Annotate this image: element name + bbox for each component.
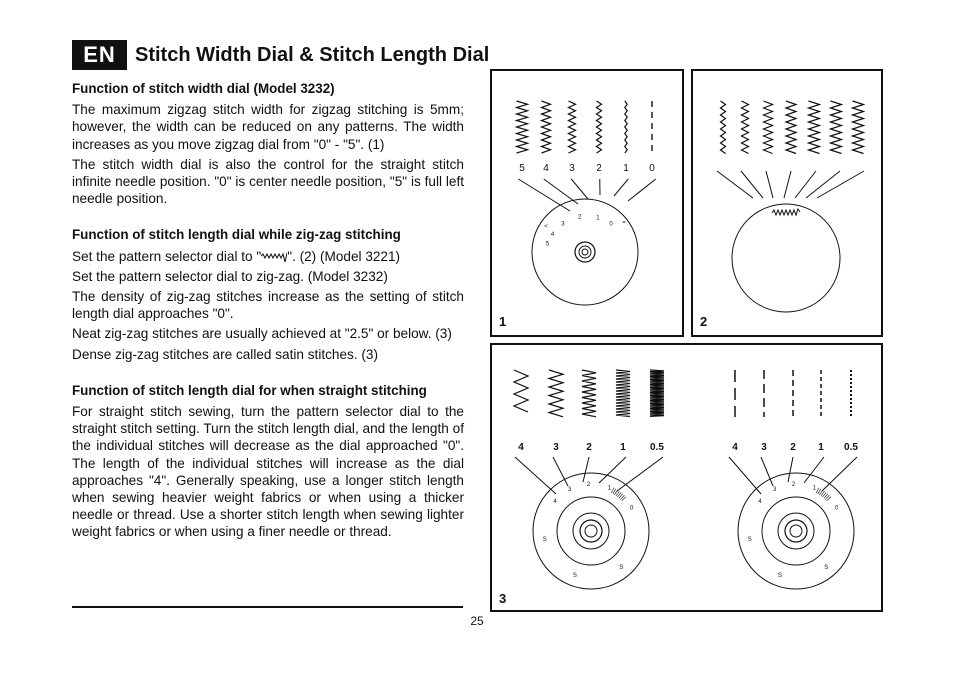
dial-s-label: S [747,537,752,544]
paragraph: The stitch width dial is also the control for the straight stitch infinite needle position. "0" is center needle position, "5" is full left needle position. [72,156,464,207]
dial-scale-label: 4 [550,231,555,238]
zigzag-stitch-sample [569,101,576,153]
pattern-selector-dial [732,204,840,312]
dial-scale-label: 3 [772,487,777,494]
leader-line [806,171,840,198]
paragraph: The density of zig-zag stitches increase as the setting of stitch length dial approaches "0". [72,289,464,322]
zigzag-pattern-icon [261,251,287,263]
dial-ring [762,497,830,565]
dial-knob [785,520,807,542]
section-heading-stitch-width: Function of stitch width dial (Model 3232) [72,81,335,96]
zigzag-stitch-sample [721,101,726,154]
footer-rule [72,606,463,608]
zigzag-stitch-sample [742,101,749,154]
figure-number: 2 [700,314,708,329]
zigzag-stitch-sample [616,370,630,417]
leader-line [614,179,628,196]
dial-scale-label: 3 [567,487,572,494]
width-label: 5 [519,163,525,174]
leader-line [599,457,626,483]
length-label: 0.5 [650,442,664,453]
dial-s-label: S [619,565,624,572]
zigzag-stitch-sample [650,370,664,416]
page-number: 25 [470,614,484,628]
section-heading-zigzag-length: Function of stitch length dial while zig-zag stitching [72,227,401,243]
length-label: 4 [518,442,524,453]
leader-line [628,179,656,201]
zigzag-stitch-sample [542,101,551,153]
zigzag-stitch-sample [517,101,528,153]
length-dial [738,473,854,589]
zigzag-stitch-sample [597,101,602,153]
leader-line [717,171,753,198]
paragraph: The maximum zigzag stitch width for zigzag stitching is 5mm; however, the width can be reduced on any patterns. The width increases as you move zigzag dial from "0" - "5". (1) [72,102,464,152]
zigzag-pattern-icon [772,209,800,215]
leader-line [515,457,556,494]
dial-ring-inner [573,513,609,549]
length-label: 1 [620,442,626,453]
leader-line [741,171,763,198]
leader-line [822,457,857,491]
dial-knob-center [582,249,588,255]
dial-knob-inner [579,246,591,258]
width-label: 0 [649,163,655,174]
leader-line [817,171,864,198]
paragraph: Dense zig-zag stitches are called satin stitches. (3) [72,346,378,362]
paragraph: Set the pattern selector dial to zig-zag. (Model 3232) [72,268,388,284]
dial-knob [580,520,602,542]
dial-knob-center [790,525,802,537]
zigzag-stitch-sample [831,101,842,154]
figure-number: 1 [499,314,507,329]
zigzag-stitch-sample [764,101,773,154]
dial-scale-label: 1 [812,485,817,492]
zigzag-stitch-sample [549,370,563,417]
dial-scale-label: 1 [607,485,612,492]
length-label: 3 [761,442,767,453]
leader-line [571,179,588,199]
figure-2-drawing [693,71,881,335]
figure-number: 3 [499,591,507,606]
leader-line [784,171,791,198]
dial-scale-label: 5 [545,241,550,248]
dial-s-label: S [777,573,782,580]
width-label: 4 [543,163,549,174]
paragraph: Neat zig-zag stitches are usually achieved at "2.5" or below. (3) [72,326,452,342]
length-label: 4 [732,442,738,453]
dial-scale-label: 2 [791,482,796,489]
zigzag-stitch-sample [625,101,627,153]
figure-1-drawing [492,71,682,335]
paragraph: For straight stitch sewing, turn the pattern selector dial to the straight stitch setting. Turn the stitch length dial, and the length of the individual stitches will decrease as the dial approached "0". The length of the individual stitches will increase as the dial approaches "4". Generally speaking, use a longer stitch length when sewing heavier weight fabrics or when using a thicker needle or thread. Use a shorter stitch length when sewing lighter weight fabrics or when using a finer needle or thread. [72,404,464,540]
dial-scale-label: 3 [561,221,565,228]
leader-line [518,179,570,211]
dial-ring [557,497,625,565]
zigzag-stitch-sample [582,370,596,417]
length-label: 2 [790,442,796,453]
leader-line [766,171,773,198]
dial-scale-label: 0 [609,221,613,228]
length-dial [533,473,649,589]
dial-scale-label: 4 [553,498,557,505]
figure-2-pattern-dial [691,69,883,337]
figure-3-drawing [492,345,881,610]
width-label: 1 [623,163,629,174]
leader-line [788,457,793,482]
page-title: Stitch Width Dial & Stitch Length Dial [135,43,490,66]
dial-knob [575,242,595,262]
leader-line [761,457,773,486]
text-fragment: ". (2) (Model 3221) [287,248,401,264]
dial-scale-label: 1 [596,215,600,222]
zigzag-stitch-sample [786,101,796,154]
width-label: 3 [569,163,575,174]
dial-scale-label: 2 [586,482,591,489]
language-badge: EN [72,40,127,70]
length-label: 1 [818,442,824,453]
dial-knob-center [585,525,597,537]
dial-end-mark: = [622,220,626,226]
figure-3-stitch-length-dials [490,343,883,612]
zigzag-stitch-sample [514,370,528,412]
length-label: 2 [586,442,592,453]
width-dial [532,199,638,305]
width-label: 2 [596,163,602,174]
dial-scale-label: 0 [835,505,839,512]
paragraph [72,248,464,265]
section-heading-straight-length: Function of stitch length dial for when straight stitching [72,382,427,398]
length-label: 0.5 [844,442,858,453]
leader-line [617,457,663,491]
length-label: 3 [553,442,559,453]
zigzag-stitch-sample [809,101,820,154]
leader-line [795,171,816,198]
figure-1-stitch-width-dial [490,69,684,337]
text-fragment: Set the pattern selector dial to " [72,248,262,264]
leader-line [583,457,589,482]
dial-scale-label: 2 [578,214,582,221]
dial-s-label: S [572,573,577,580]
text-column [72,80,464,544]
dial-end-mark: < [544,224,548,230]
dial-ring-inner [778,513,814,549]
dial-s-label: S [824,565,829,572]
dial-s-label: S [542,537,547,544]
dial-scale-label: 0 [630,505,634,512]
dial-scale-label: 4 [758,498,762,505]
zigzag-stitch-sample [853,101,864,154]
page-header [72,40,489,70]
